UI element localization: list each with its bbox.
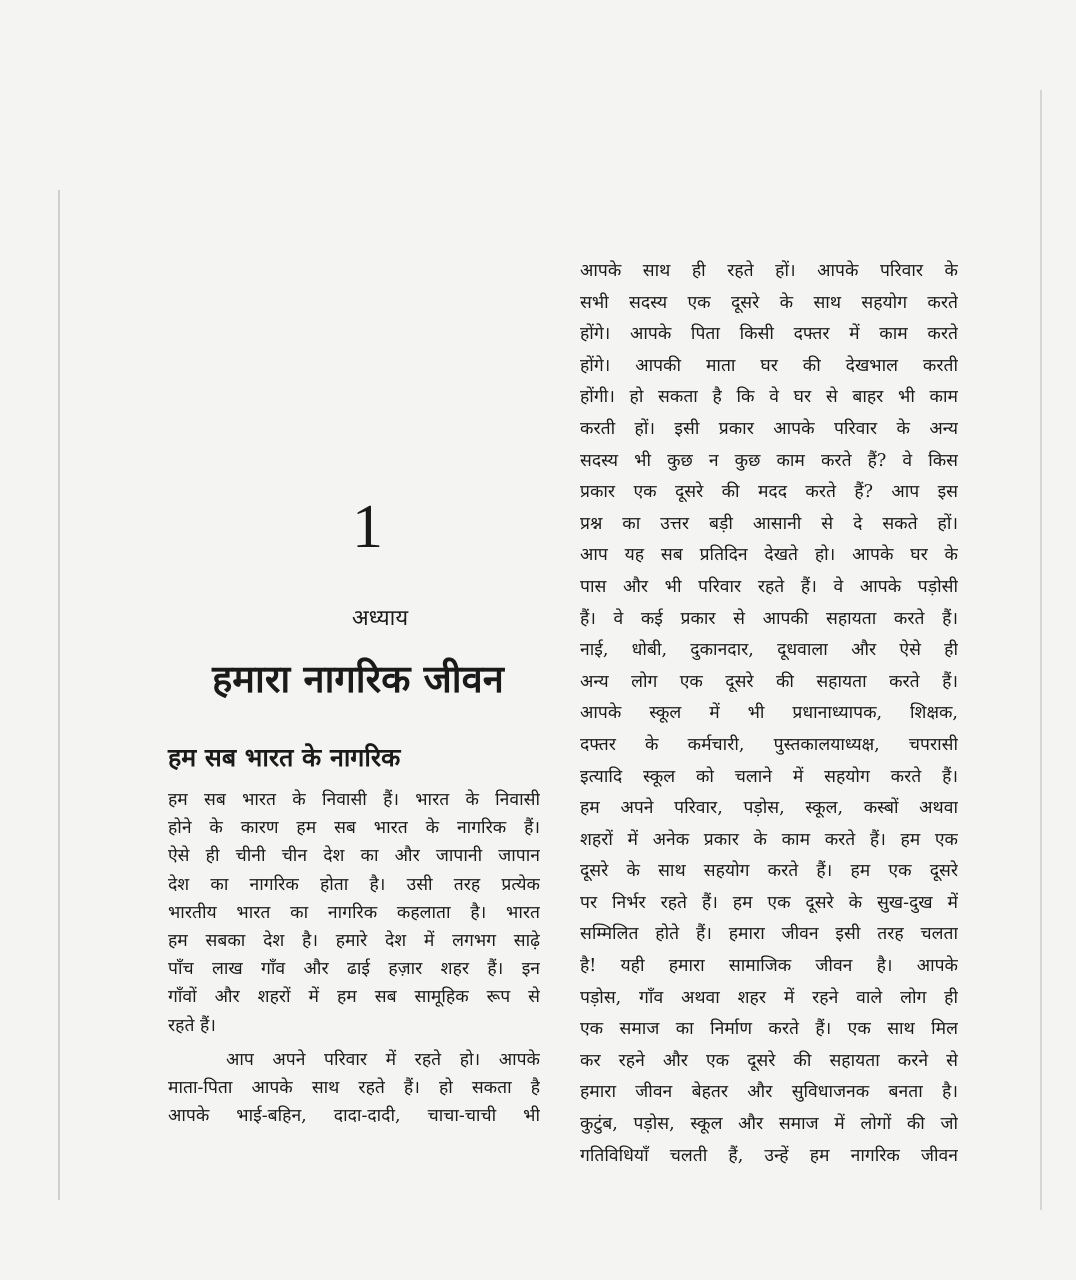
text-line: पर निर्भर रहते हैं। हम एक दूसरे के सुख-दुख में — [580, 892, 958, 913]
text-line: पड़ोस, गाँव अथवा शहर में रहने वाले लोग ही — [580, 987, 958, 1008]
text-line: देश का नागरिक होता है। उसी तरह प्रत्येक — [168, 874, 540, 895]
text-line: शहरों में अनेक प्रकार के काम करते हैं। हम एक — [580, 829, 958, 850]
text-line: है! यही हमारा सामाजिक जीवन है। आपके — [580, 956, 958, 977]
text-line: सदस्य भी कुछ न कुछ काम करते हैं? वे किस — [580, 450, 958, 471]
text-line: हम अपने परिवार, पड़ोस, स्कूल, कस्बों अथवा — [580, 798, 958, 819]
text-line: एक समाज का निर्माण करते हैं। एक साथ मिल — [580, 1019, 958, 1040]
text-line: गतिविधियाँ चलती हैं, उन्हें हम नागरिक जीवन — [580, 1145, 958, 1166]
text-line: होने के कारण हम सब भारत के नागरिक हैं। — [168, 818, 540, 839]
text-line: होंगे। आपके पिता किसी दफ्तर में काम करते — [580, 324, 958, 345]
section-heading: हम सब भारत के नागरिक — [168, 743, 401, 772]
text-line: हम सब भारत के निवासी हैं। भारत के निवासी — [168, 790, 540, 810]
chapter-number: 1 — [352, 493, 383, 561]
chapter-title: हमारा नागरिक जीवन — [212, 656, 504, 701]
text-line: आपके स्कूल में भी प्रधानाध्यापक, शिक्षक, — [580, 703, 958, 724]
text-line: हम सबका देश है। हमारे देश में लगभग साढ़े — [168, 930, 540, 951]
text-line: कुटुंब, पड़ोस, स्कूल और समाज में लोगों की जो — [580, 1114, 958, 1135]
text-line: पाँच लाख गाँव और ढाई हज़ार शहर हैं। इन — [168, 959, 540, 980]
text-line: दूसरे के साथ सहयोग करते हैं। हम एक दूसरे — [580, 861, 958, 882]
text-line: होंगे। आपकी माता घर की देखभाल करती — [580, 355, 958, 376]
text-line: करती हों। इसी प्रकार आपके परिवार के अन्य — [580, 418, 958, 439]
left-column — [168, 786, 540, 1130]
text-line: रहते हैं। — [168, 1015, 216, 1036]
text-line: आप अपने परिवार में रहते हो। आपके — [226, 1049, 540, 1070]
text-line: आपके भाई-बहिन, दादा-दादी, चाचा-चाची भी — [168, 1106, 540, 1127]
text-line: होंगी। हो सकता है कि वे घर से बाहर भी काम — [580, 387, 958, 408]
text-line: ऐसे ही चीनी चीन देश का और जापानी जापान — [168, 846, 540, 867]
text-line: सम्मिलित होते हैं। हमारा जीवन इसी तरह चलता — [580, 924, 958, 945]
text-line: आप यह सब प्रतिदिन देखते हो। आपके घर के — [580, 545, 958, 566]
text-line: हैं। वे कई प्रकार से आपकी सहायता करते हैं। — [580, 608, 958, 629]
right-column — [580, 256, 958, 1172]
text-line: अन्य लोग एक दूसरे की सहायता करते हैं। — [580, 671, 958, 692]
text-line: प्रकार एक दूसरे की मदद करते हैं? आप इस — [580, 482, 958, 503]
page-edge-right — [1040, 90, 1042, 1210]
text-line: सभी सदस्य एक दूसरे के साथ सहयोग करते — [580, 292, 958, 313]
text-line: नाई, धोबी, दुकानदार, दूधवाला और ऐसे ही — [580, 640, 958, 661]
text-line: प्रश्न का उत्तर बड़ी आसानी से दे सकते हों। — [580, 513, 958, 534]
text-line: इत्यादि स्कूल को चलाने में सहयोग करते हैं। — [580, 766, 958, 787]
text-line: आपके साथ ही रहते हों। आपके परिवार के — [580, 261, 958, 281]
text-line: कर रहने और एक दूसरे की सहायता करने से — [580, 1050, 958, 1071]
text-line: हमारा जीवन बेहतर और सुविधाजनक बनता है। — [580, 1082, 958, 1103]
text-line: भारतीय भारत का नागरिक कहलाता है। भारत — [168, 902, 540, 923]
text-line: दफ्तर के कर्मचारी, पुस्तकालयाध्यक्ष, चपरासी — [580, 734, 958, 755]
text-line: पास और भी परिवार रहते हैं। वे आपके पड़ोसी — [580, 576, 958, 597]
text-line: माता-पिता आपके साथ रहते हैं। हो सकता है — [168, 1077, 540, 1098]
chapter-label: अध्याय — [351, 606, 409, 631]
page-edge-shadow — [58, 190, 60, 1200]
text-line: गाँवों और शहरों में हम सब सामूहिक रूप से — [168, 987, 540, 1008]
